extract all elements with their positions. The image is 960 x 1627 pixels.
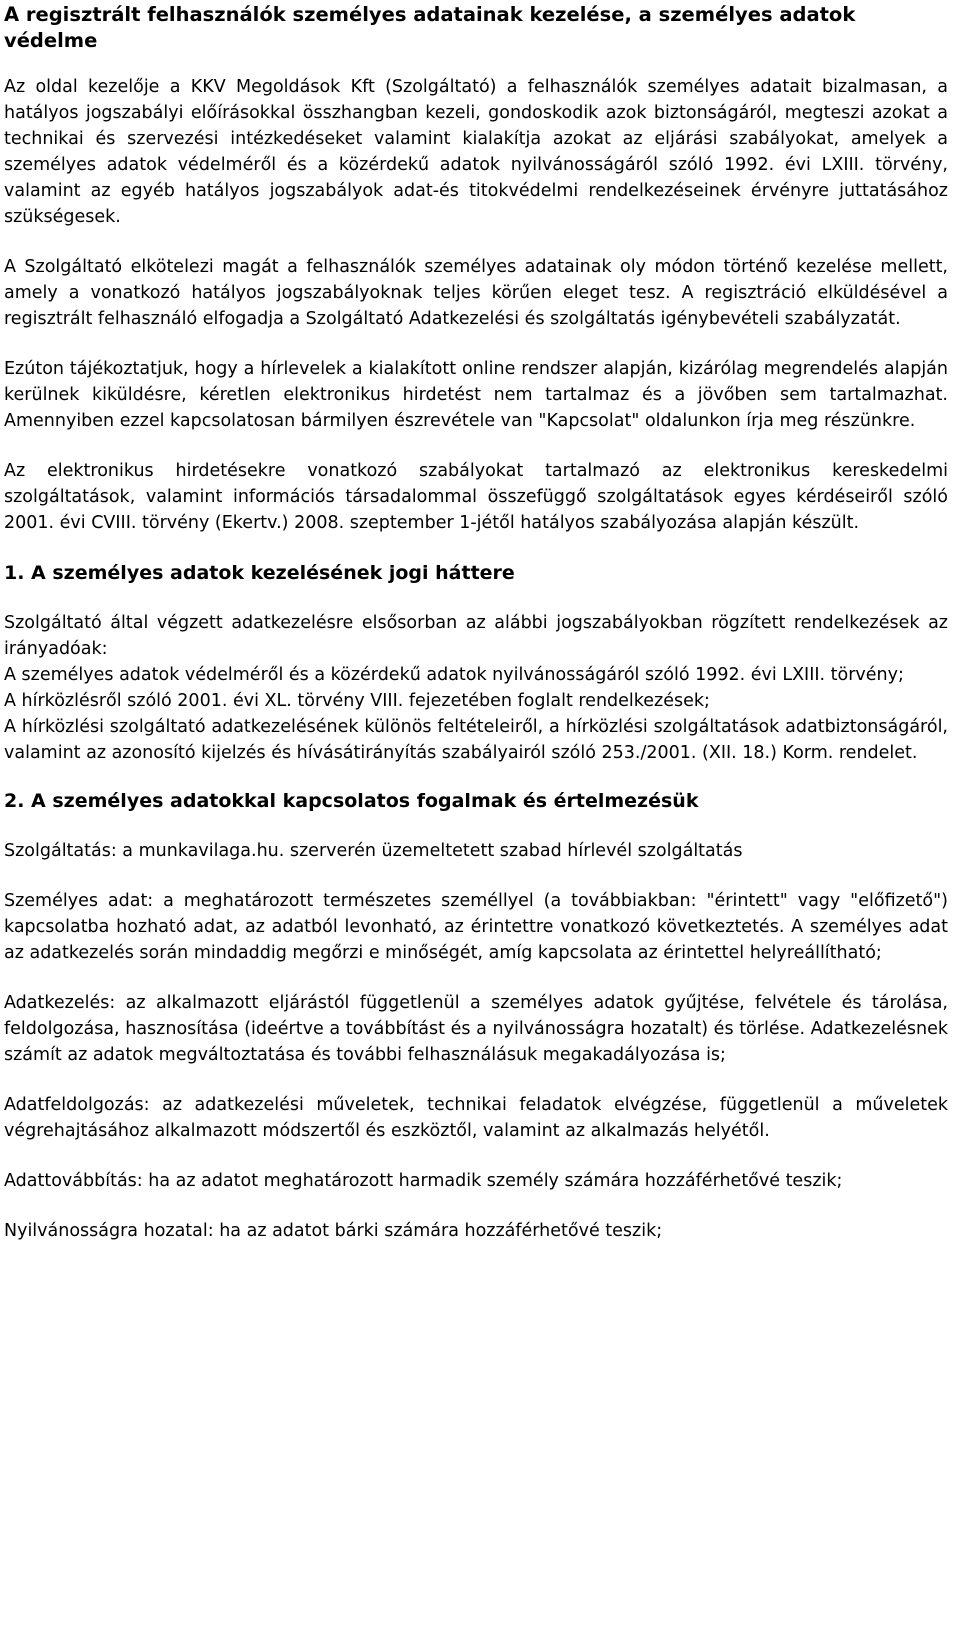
definition-adatkezeles: Adatkezelés: az alkalmazott eljárástól függetlenül a személyes adatok gyűjtése, felvétele és tárolása, feldolgozása, hasznosítása (ideértve a továbbítást és a nyilvánosságra hozatalt) és törlése. Adatkezelésnek számít az adatok megváltoztatása és további felhasználásuk megakadályozása is; [4, 993, 948, 1065]
intro-paragraph-1: Az oldal kezelője a KKV Megoldások Kft (Szolgáltató) a felhasználók személyes adatait bizalmasan, a hatályos jogszabályi előírásokkal összhangban kezeli, gondoskodik azok biztonságáról, megteszi azokat a technikai és szervezési intézkedéseket valamint kialakítja azokat az eljárási szabályokat, amelyek a személyes adatok védelméről és a közérdekű adatok nyilvánosságáról szóló 1992. évi LXIII. törvény, valamint az egyéb hatályos jogszabályok adat-és titokvédelmi rendelkezéseinek érvényre juttatásához szükségesek. [4, 77, 948, 227]
legal-line-1992-act: A személyes adatok védelméről és a közérdekű adatok nyilvánosságáról szóló 1992. évi LXIII. törvény; [4, 665, 904, 685]
document-title: A regisztrált felhasználók személyes adatainak kezelése, a személyes adatok védelme [4, 3, 856, 52]
legal-intro-line: Szolgáltató által végzett adatkezelésre elsősorban az alábbi jogszabályokban rögzített rendelkezések az irányadóak: [4, 613, 948, 659]
legal-line-2001-act: A hírközlésről szóló 2001. évi XL. törvény VIII. fejezetében foglalt rendelkezések; [4, 691, 710, 711]
legal-line-decree: A hírközlési szolgáltató adatkezelésének különös feltételeiről, a hírközlési szolgáltatások adatbiztonságáról, valamint az azonosító kijelzés és hívásátirányítás szabályairól szóló 253./2001. (XII. 18.) Korm. rendelet. [4, 717, 948, 763]
definition-szolgaltatas: Szolgáltatás: a munkavilaga.hu. szerverén üzemeltetett szabad hírlevél szolgáltatás [4, 841, 743, 861]
section-2-heading: 2. A személyes adatokkal kapcsolatos fogalmak és értelmezésük [4, 790, 699, 812]
definition-adattovabbitas: Adattovábbítás: ha az adatot meghatározott harmadik személy számára hozzáférhetővé teszik; [4, 1171, 843, 1191]
intro-paragraph-2: A Szolgáltató elkötelezi magát a felhasználók személyes adatainak oly módon történő kezelése mellett, amely a vonatkozó hatályos jogszabályoknak teljes körűen eleget tesz. A regisztráció elküldésével a regisztrált felhasználó elfogadja a Szolgáltató Adatkezelési és szolgáltatás igénybevételi szabályzatát. [4, 257, 948, 329]
definition-szemelyes-adat: Személyes adat: a meghatározott természetes személlyel (a továbbiakban: "érintett" vagy "előfizető") kapcsolatba hozható adat, az adatból levonható, az érintettre vonatkozó következtetés. A személyes adat az adatkezelés során mindaddig megőrzi e minőségét, amíg kapcsolata az érintettel helyreállítható; [4, 891, 948, 963]
section-1-heading: 1. A személyes adatok kezelésének jogi háttere [4, 562, 515, 584]
definition-nyilvanossagra-hozatal: Nyilvánosságra hozatal: ha az adatot bárki számára hozzáférhetővé teszik; [4, 1221, 663, 1241]
section-1-legal-text [4, 610, 948, 766]
intro-paragraph-4: Az elektronikus hirdetésekre vonatkozó szabályokat tartalmazó az elektronikus kereskedelmi szolgáltatások, valamint információs társadalommal összefüggő szolgáltatások egyes kérdéseiről szóló 2001. évi CVIII. törvény (Ekertv.) 2008. szeptember 1-jétől hatályos szabályozása alapján készült. [4, 461, 948, 533]
definition-adatfeldolgozas: Adatfeldolgozás: az adatkezelési műveletek, technikai feladatok elvégzése, függetlenül a műveletek végrehajtásához alkalmazott módszertől és eszköztől, valamint az alkalmazás helyétől. [4, 1095, 948, 1141]
intro-paragraph-3: Ezúton tájékoztatjuk, hogy a hírlevelek a kialakított online rendszer alapján, kizárólag megrendelés alapján kerülnek kiküldésre, kéretlen elektronikus hirdetést nem tartalmaz és a jövőben sem tartalmazhat. Amennyiben ezzel kapcsolatosan bármilyen észrevétele van "Kapcsolat" oldalunkon írja meg részünkre. [4, 359, 948, 431]
